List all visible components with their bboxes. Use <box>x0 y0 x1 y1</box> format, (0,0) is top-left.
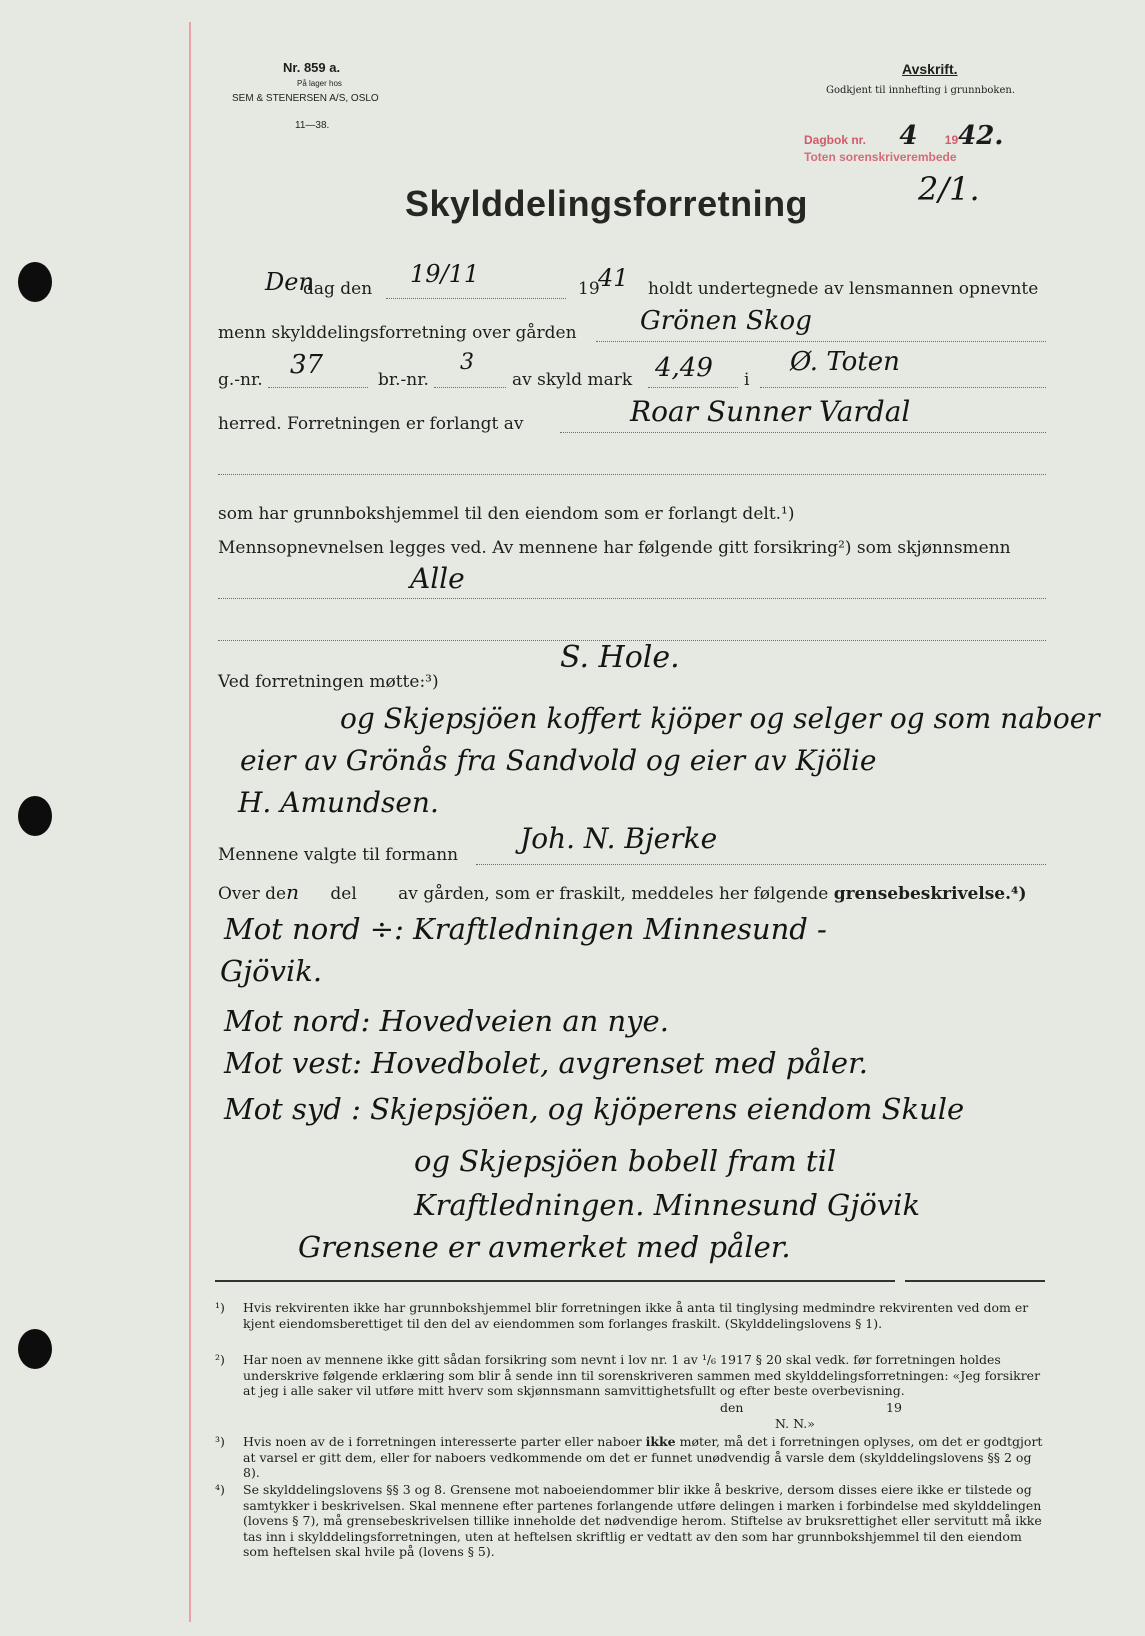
year-handwritten: 42. <box>958 121 1004 151</box>
dotted-line <box>596 341 1046 342</box>
avskrift-label: Avskrift. <box>902 61 958 77</box>
line9-label: Mennene valgte til formann <box>218 845 459 865</box>
hw-boundary: Kraftledningen. Minnesund Gjövik <box>414 1188 921 1222</box>
footnote-number: ²) <box>215 1352 225 1367</box>
del-label: del <box>330 884 357 904</box>
footnote-year: 19 <box>886 1400 902 1415</box>
dotted-line <box>386 298 566 299</box>
footnote-rule <box>215 1280 895 1282</box>
footnote <box>215 1300 1045 1331</box>
godkjent-label: Godkjent til innhefting i grunnboken. <box>826 85 1015 96</box>
dotted-line <box>560 432 1046 433</box>
hw-line: H. Amundsen. <box>238 786 439 819</box>
skyld-label: av skyld mark <box>512 370 633 390</box>
hw-boundary: og Skjepsjöen bobell fram til <box>414 1144 837 1178</box>
hw-boundary: Mot vest: Hovedbolet, avgrenset med påler. <box>224 1046 868 1080</box>
line1-rest: holdt undertegnede av lensmannen opnevnte <box>648 279 1039 299</box>
hw-place: Den <box>265 268 314 296</box>
hw-boundary: Mot syd : Skjepsjöen, og kjöperens eiendom Skule <box>224 1092 965 1126</box>
line5-text: som har grunnbokshjemmel til den eiendom som er forlangt delt.¹) <box>218 504 795 524</box>
printer-sub: På lager hos <box>297 79 342 88</box>
dagbok-stamp <box>804 121 1003 151</box>
dotted-line <box>434 387 506 388</box>
line8-label: Ved forretningen møtte:³) <box>218 672 439 692</box>
bnr-label: br.-nr. <box>378 370 429 390</box>
line10 <box>218 880 1027 904</box>
date-handwritten: 2/1. <box>918 170 980 208</box>
punch-hole <box>18 1329 52 1369</box>
hw-alle: Alle <box>410 562 465 595</box>
footnote-text <box>243 1434 1045 1481</box>
line2-label: menn skylddelingsforretning over gården <box>218 323 577 343</box>
dotted-line <box>648 387 738 388</box>
footnote-number: ⁴) <box>215 1482 225 1497</box>
dotted-line <box>218 598 1046 599</box>
hw-boundary: Gjövik. <box>220 954 323 988</box>
dagbok-label: Dagbok nr. <box>804 133 867 147</box>
footnote-text: Se skylddelingslovens §§ 3 og 8. Grensene mot naboeiendommer blir ikke å beskrive, dersom disses eiere ikke er tilstede og samtykker i beskrivelsen. Skal mennene efter partenes forlangende utføre delingen i marken i forbindelse med skylddelingen (lovens § 7), må grensebeskrivelsen tillike inneholde det nødvendige herom. Stiftelse av bruksrettighet eller servitutt må ikke tas inn i skylddelingsforretningen, uten at heftelsen skriftlig er vedtatt av den som har grunnbokshjemmel til den eiendom som heftelsen skal hvile på (lovens § 5). <box>243 1482 1042 1559</box>
over-de-label: Over de <box>218 884 287 904</box>
hw-attendee: S. Hole. <box>560 640 680 675</box>
footnote-signature: N. N.» <box>775 1416 815 1431</box>
hw-date: 19/11 <box>410 260 480 288</box>
hw-line: eier av Grönås fra Sandvold og eier av Kjölie <box>240 744 877 777</box>
footnote-text-b: møter, må det i forretningen oplyses, om det er godtgjort at varsel er gitt dem, eller for naboers vedkommende om det er funnet unødvendig å varsle dem (skylddelingslovens §§ 2 og 8). <box>243 1434 1043 1480</box>
hw-boundary: Mot nord ÷: Kraftledningen Minnesund - <box>224 912 827 946</box>
dotted-line <box>476 864 1046 865</box>
hw-boundary: Mot nord: Hovedveien an nye. <box>224 1004 669 1038</box>
printer-date: 11—38. <box>295 120 330 131</box>
printer-name: SEM & STENERSEN A/S, OSLO <box>232 93 379 104</box>
printer-number: Nr. 859 a. <box>283 60 341 75</box>
line6-text: Mennsopnevnelsen legges ved. Av mennene har følgende gitt forsikring²) som skjønnsmenn <box>218 538 1011 558</box>
punch-hole <box>18 796 52 836</box>
skyld-value: 4,49 <box>655 353 713 383</box>
footnote <box>215 1352 1045 1399</box>
page-title: Skylddelingsforretning <box>405 183 809 224</box>
year-prefix: 19 <box>944 133 959 147</box>
dagbok-number: 4 <box>899 121 918 151</box>
hw-requester: Roar Sunner Vardal <box>630 395 911 428</box>
line10-rest: av gården, som er fraskilt, meddeles her følgende <box>398 884 829 904</box>
hw-n: n <box>286 880 299 904</box>
footnote <box>215 1482 1045 1560</box>
hw-line: og Skjepsjöen koffert kjöper og selger og som naboer <box>340 702 1100 735</box>
footnote-text: Hvis rekvirenten ikke har grunnbokshjemmel blir forretningen ikke å anta til tinglysing medmindre rekvirenten ved dom er kjent eiendomsberettiget til den del av eiendommen som forlanges fraskilt. (Skylddelingslovens § 1). <box>243 1300 1029 1331</box>
footnote <box>215 1434 1045 1481</box>
year-prefix: 19 <box>578 279 600 299</box>
footnote-number: ³) <box>215 1434 225 1449</box>
gnr-value: 37 <box>290 350 324 380</box>
footnote-text-bold: ikke <box>645 1434 676 1449</box>
line4-label: herred. Forretningen er forlangt av <box>218 414 524 434</box>
margin-line <box>189 22 191 1622</box>
hw-year: 41 <box>598 264 629 292</box>
i-label: i <box>744 370 750 390</box>
office-stamp: Toten sorenskriverembede <box>804 150 957 164</box>
bnr-value: 3 <box>460 350 474 375</box>
dotted-line <box>218 474 1046 475</box>
herred-value: Ø. Toten <box>790 347 900 377</box>
footnote-text-a: Hvis noen av de i forretningen interesserte parter eller naboer <box>243 1434 642 1449</box>
footnote-rule <box>905 1280 1045 1282</box>
dotted-line <box>760 387 1046 388</box>
footnote-text: Har noen av mennene ikke gitt sådan forsikring som nevnt i lov nr. 1 av ¹/₆ 1917 § 20 skal vedk. før forretningen holdes underskrive følgende erklæring som blir å sende inn til sorenskriveren sammen med skylddelingsforretningen: «Jeg forsikrer at jeg i alle saker vil utføre mitt hverv som skjønnsmann samvittighetsfullt og efter beste overbevisning. <box>243 1352 1041 1398</box>
dotted-line <box>268 387 368 388</box>
hw-chairman: Joh. N. Bjerke <box>520 822 718 855</box>
footnote-den: den <box>720 1400 744 1415</box>
hw-farm: Grönen Skog <box>640 306 812 336</box>
gnr-label: g.-nr. <box>218 370 263 390</box>
hw-boundary: Grensene er avmerket med påler. <box>298 1230 791 1264</box>
punch-hole <box>18 262 52 302</box>
grensebeskrivelse-label: grensebeskrivelse.⁴) <box>833 884 1027 904</box>
footnote-number: ¹) <box>215 1300 225 1315</box>
dag-den-label: dag den <box>303 279 373 299</box>
